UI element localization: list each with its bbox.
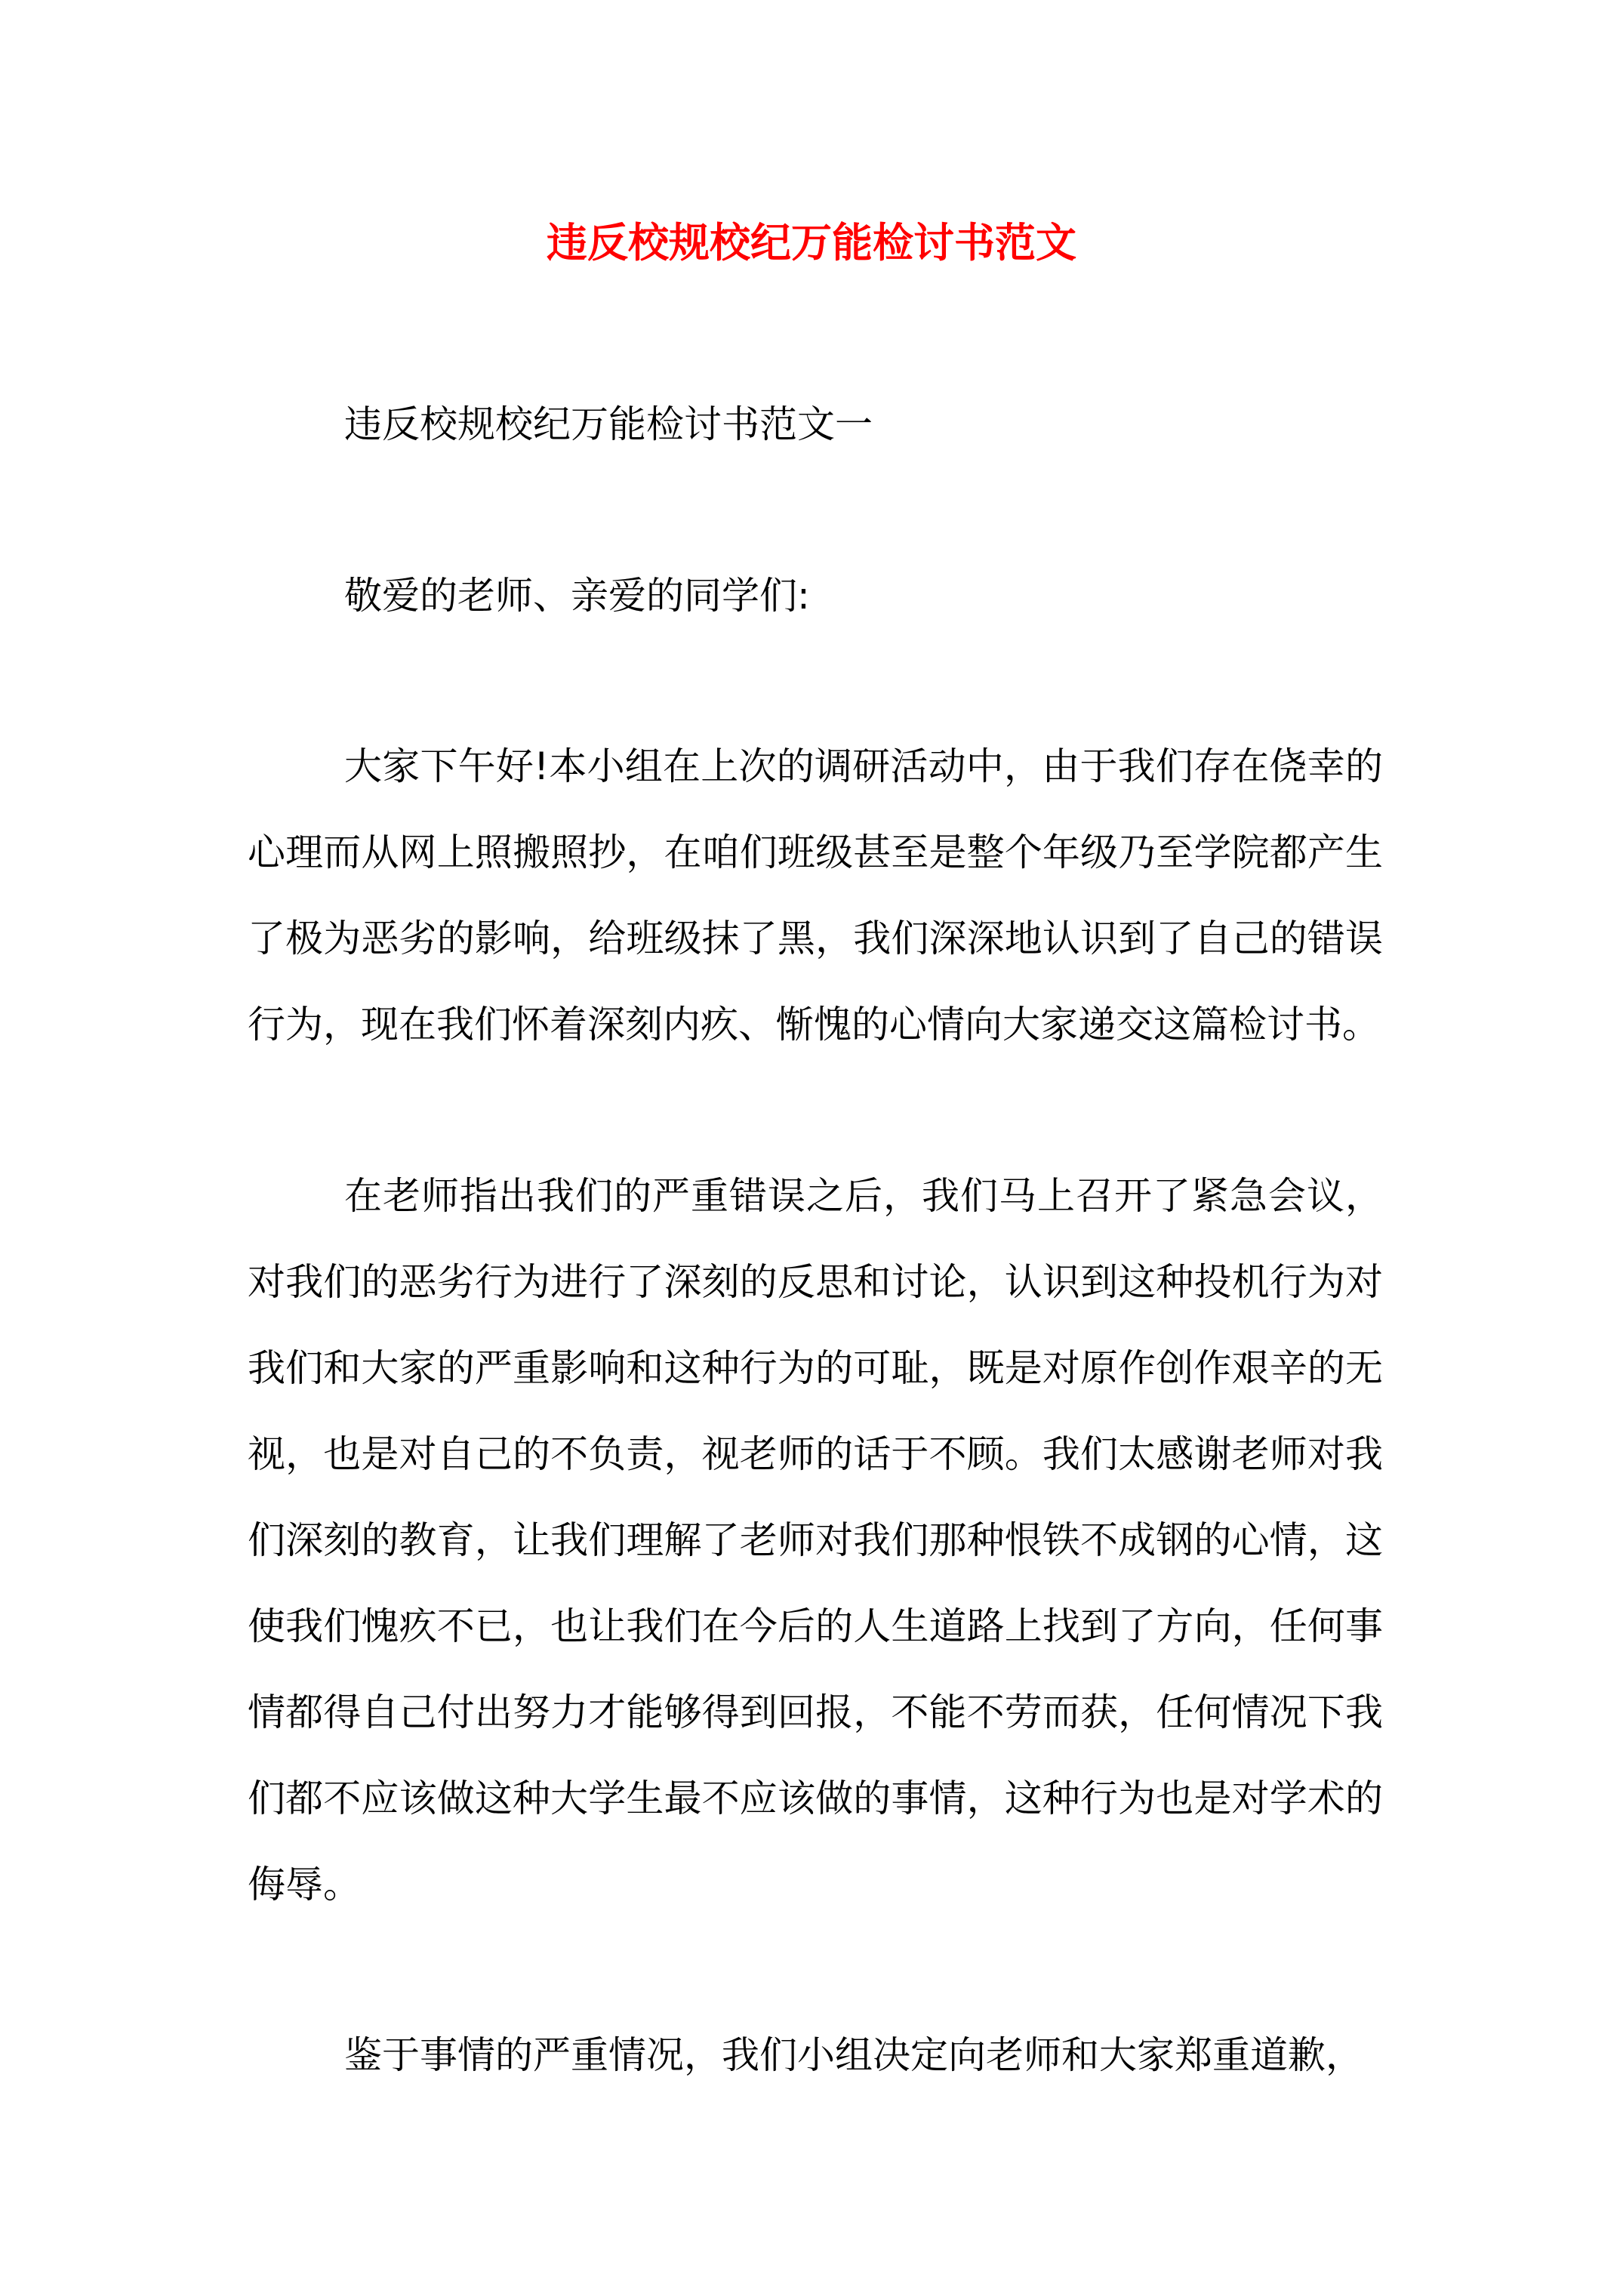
paragraph-3-block bbox=[248, 2012, 1383, 2098]
paragraph-3: 鉴于事情的严重情况，我们小组决定向老师和大家郑重道歉， bbox=[344, 2033, 1363, 2077]
salutation: 敬爱的老师、亲爱的同学们: bbox=[344, 574, 810, 618]
paragraph-2: 在老师指出我们的严重错误之后，我们马上召开了紧急会议，对我们的恶劣行为进行了深刻的反思和讨论，认识到这种投机行为对我们和大家的严重影响和这种行为的可耻，既是对原作创作艰辛的无视，也是对自己的不负责，视老师的话于不顾。我们太感谢老师对我们深刻的教育，让我们理解了老师对我们那种恨铁不成钢的心情，这使我们愧疚不已，也让我们在今后的人生道路上找到了方向，任何事情都得自己付出努力才能够得到回报，不能不劳而获，任何情况下我们都不应该做这种大学生最不应该做的事情，这种行为也是对学术的侮辱。 bbox=[248, 1174, 1383, 1906]
section-heading: 违反校规校纪万能检讨书范文一 bbox=[344, 402, 873, 446]
salutation-block bbox=[248, 553, 1383, 639]
paragraph-1-block bbox=[248, 723, 1383, 1068]
paragraph-1: 大家下午好!本小组在上次的调研活动中，由于我们存在侥幸的心理而从网上照搬照抄，在咱们班级甚至是整个年级乃至学院都产生了极为恶劣的影响，给班级抹了黑，我们深深地认识到了自己的错误行为，现在我们怀着深刻内疚、惭愧的心情向大家递交这篇检讨书。 bbox=[248, 744, 1383, 1046]
document-title: 违反校规校纪万能检讨书范文 bbox=[547, 219, 1076, 267]
paragraph-2-block bbox=[248, 1153, 1383, 1928]
section-heading-block bbox=[248, 381, 1383, 467]
